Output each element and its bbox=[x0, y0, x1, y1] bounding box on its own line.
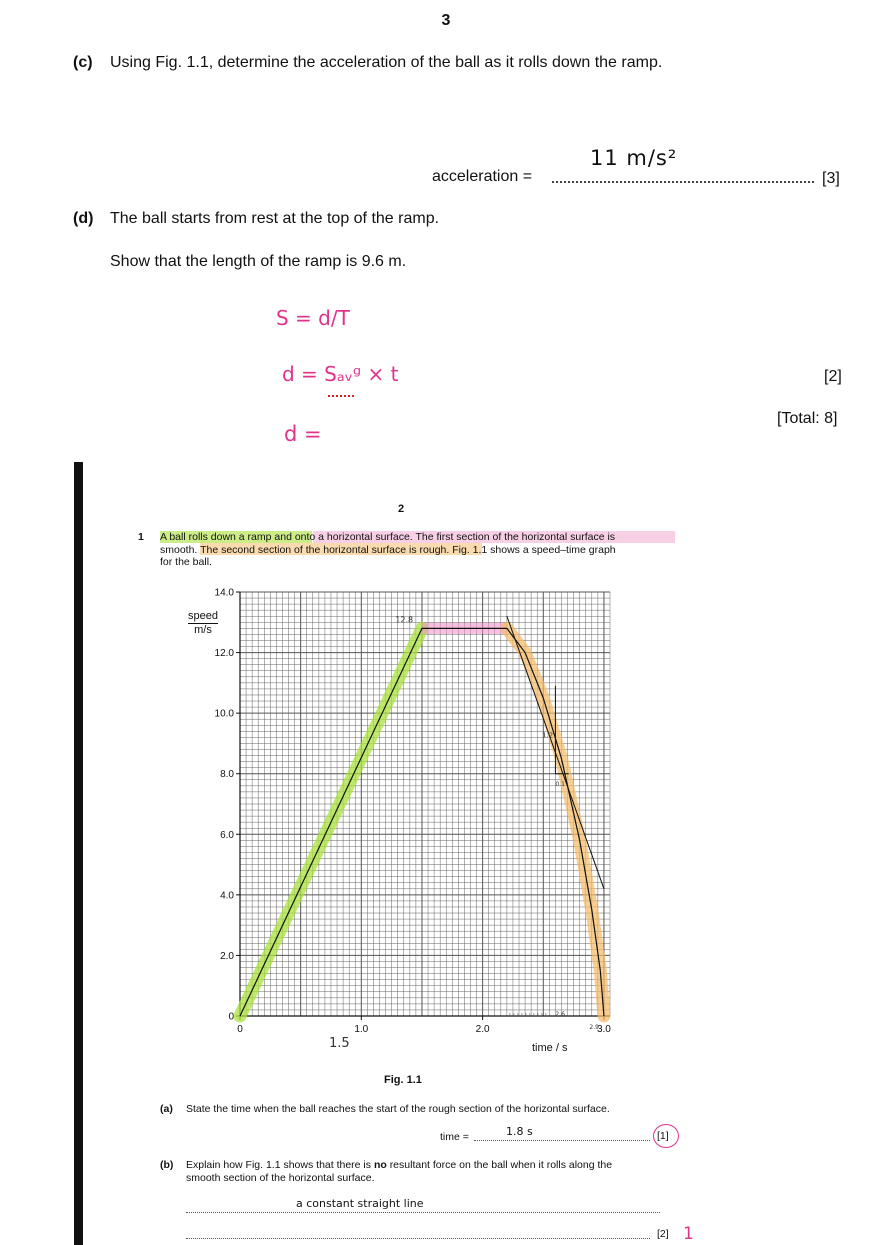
embedded-page-number: 2 bbox=[398, 503, 405, 515]
part-b-text bbox=[186, 1159, 686, 1184]
part-b-marks: [2] bbox=[657, 1228, 669, 1240]
part-b-answer: a constant straight line bbox=[296, 1197, 424, 1210]
part-d-question: The ball starts from rest at the top of the ramp. bbox=[110, 210, 440, 227]
y-tick-label: 8.0 bbox=[220, 769, 234, 781]
annotation-1-2: 1.2 bbox=[542, 731, 554, 740]
y-axis-label-top: speed bbox=[188, 610, 218, 622]
part-a-label: (a) bbox=[160, 1103, 173, 1115]
total-marks: [Total: 8] bbox=[777, 410, 838, 427]
annotation-0-1: 0.1 bbox=[555, 780, 565, 788]
y-tick-label: 12.0 bbox=[214, 648, 234, 660]
annotation-12-8: 12.8 bbox=[395, 615, 414, 625]
working-line-3: d = bbox=[284, 422, 322, 446]
part-b-text-3: smooth section of the horizontal surface. bbox=[186, 1171, 375, 1184]
y-tick-label: 4.0 bbox=[220, 890, 234, 902]
x-tick-label: 1.0 bbox=[354, 1024, 369, 1035]
y-tick-label: 2.0 bbox=[220, 950, 234, 962]
part-d-instruction: Show that the length of the ramp is 9.6 m. bbox=[110, 253, 407, 270]
y-tick-label: 6.0 bbox=[220, 829, 234, 841]
time-answer-line bbox=[474, 1140, 650, 1141]
time-label: time = bbox=[440, 1131, 469, 1143]
part-c-label: (c) bbox=[73, 54, 93, 71]
chart-grid bbox=[240, 592, 610, 1019]
y-axis-label bbox=[188, 610, 218, 637]
acceleration-label: acceleration = bbox=[432, 168, 533, 185]
y-tick-label: 14.0 bbox=[214, 587, 234, 599]
working-line-1: S = d/T bbox=[276, 306, 350, 330]
part-b-text-1: Explain how Fig. 1.1 shows that there is bbox=[186, 1159, 372, 1171]
y-axis-label-bottom: m/s bbox=[194, 624, 212, 636]
part-b-text-2: resultant force on the ball when it rolls along the bbox=[389, 1159, 613, 1171]
part-d-label: (d) bbox=[73, 210, 94, 227]
annotation-1-5: 1.5 bbox=[329, 1036, 350, 1051]
part-a-marks: [1] bbox=[657, 1130, 669, 1142]
part-c-question: Using Fig. 1.1, determine the acceleration of the ball as it rolls down the ramp. bbox=[110, 54, 663, 71]
y-tick-label: 0 bbox=[228, 1011, 234, 1023]
part-a-text: State the time when the ball reaches the start of the rough section of the horizontal surface. bbox=[186, 1103, 610, 1115]
question-1-line-2: smooth. The second section of the horizontal surface is rough. Fig. 1.1 shows a speed–time graph bbox=[160, 543, 616, 556]
part-b-answer-line-2 bbox=[186, 1238, 650, 1239]
scan-edge-bar bbox=[74, 462, 83, 1245]
time-answer: 1.8 s bbox=[506, 1125, 533, 1138]
part-d-marks: [2] bbox=[824, 368, 842, 385]
part-b-bold: no bbox=[373, 1159, 387, 1171]
y-tick-label: 10.0 bbox=[214, 708, 234, 720]
part-c-marks: [3] bbox=[822, 170, 840, 187]
annotation-2-9: 2.9 bbox=[589, 1024, 599, 1032]
question-1-text bbox=[160, 531, 680, 569]
figure-caption: Fig. 1.1 bbox=[384, 1074, 422, 1086]
speed-time-graph bbox=[150, 580, 670, 1060]
part-b-awarded-mark: 1 bbox=[683, 1224, 694, 1244]
working-line-2: d = Sₐᵥᵍ × t bbox=[282, 362, 399, 386]
x-tick-label: 0 bbox=[237, 1024, 243, 1035]
x-tick-label: 3.0 bbox=[596, 1024, 611, 1035]
part-b-answer-line-1 bbox=[186, 1212, 660, 1213]
page-number: 3 bbox=[441, 12, 451, 29]
question-1-line-3: for the ball. bbox=[160, 556, 212, 568]
question-1-line-1: A ball rolls down a ramp and onto a horizontal surface. The first section of the horizontal surface is bbox=[160, 531, 616, 543]
annotation-2-6: 2.6 bbox=[555, 1011, 565, 1019]
question-1-number: 1 bbox=[138, 531, 144, 543]
acceleration-answer-line bbox=[552, 181, 814, 183]
part-b-label: (b) bbox=[160, 1159, 174, 1171]
x-axis-label: time / s bbox=[532, 1042, 568, 1054]
acceleration-answer: 11 m/s² bbox=[590, 146, 678, 170]
working-underline bbox=[328, 395, 354, 397]
x-tick-label: 2.0 bbox=[475, 1024, 490, 1035]
